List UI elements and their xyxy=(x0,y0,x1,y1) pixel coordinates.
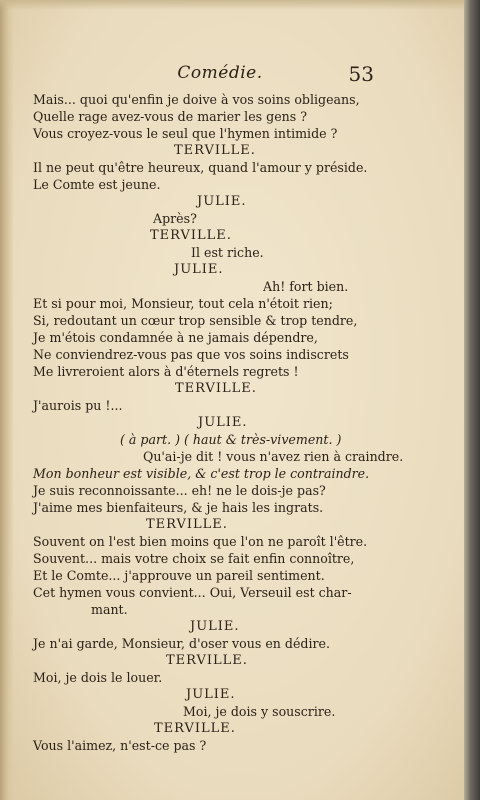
verse-line: Souvent on l'est bien moins que l'on ne paroît l'être. xyxy=(33,534,368,549)
verse-line: Mais... quoi qu'enfin je doive à vos soins obligeans, xyxy=(33,92,360,107)
running-header-title: Comédie. xyxy=(177,63,263,83)
verse-line: Je suis reconnoissante... eh! ne le dois-je pas? xyxy=(33,483,326,498)
verse-line: Ne conviendrez-vous pas que vos soins indiscrets xyxy=(33,347,349,362)
speaker-name: JULIE. xyxy=(190,619,240,634)
verse-line: Et si pour moi, Monsieur, tout cela n'étoit rien; xyxy=(33,296,333,311)
verse-line: Moi, je dois le louer. xyxy=(33,670,163,685)
verse-line: Il ne peut qu'être heureux, quand l'amour y préside. xyxy=(33,160,368,175)
verse-line: Il est riche. xyxy=(191,245,264,260)
verse-line: Me livreroient alors à d'éternels regrets ! xyxy=(33,364,299,379)
speaker-name: JULIE. xyxy=(186,687,236,702)
stage-direction: ( à part. ) ( haut & très-vivement. ) xyxy=(120,432,342,447)
verse-line: Et le Comte... j'approuve un pareil sentiment. xyxy=(33,568,325,583)
verse-line: Je m'étois condamnée à ne jamais dépendre, xyxy=(33,330,318,345)
verse-line: Après? xyxy=(153,211,197,226)
verse-line: J'aurois pu !... xyxy=(33,398,123,413)
page-number: 53 xyxy=(348,62,374,86)
verse-line: Qu'ai-je dit ! vous n'avez rien à craindre. xyxy=(143,449,404,464)
speaker-name: JULIE. xyxy=(174,262,224,277)
speaker-name: JULIE. xyxy=(197,194,247,209)
verse-line: Quelle rage avez-vous de marier les gens ? xyxy=(33,109,307,124)
verse-line: Cet hymen vous convient... Oui, Verseuil est char- xyxy=(33,585,352,600)
speaker-name: TERVILLE. xyxy=(175,381,257,396)
speaker-name: JULIE. xyxy=(198,415,248,430)
page-right-edge xyxy=(464,0,480,800)
verse-line: Moi, je dois y souscrire. xyxy=(183,704,336,719)
speaker-name: TERVILLE. xyxy=(150,228,232,243)
verse-line: mant. xyxy=(91,602,128,617)
page-gutter-shadow xyxy=(0,0,14,800)
speaker-name: TERVILLE. xyxy=(166,653,248,668)
verse-line: J'aime mes bienfaiteurs, & je hais les ingrats. xyxy=(33,500,324,515)
speaker-name: TERVILLE. xyxy=(154,721,236,736)
speaker-name: TERVILLE. xyxy=(146,517,228,532)
verse-line: Mon bonheur est visible, & c'est trop le contraindre. xyxy=(33,466,370,481)
verse-line: Vous croyez-vous le seul que l'hymen intimide ? xyxy=(33,126,338,141)
verse-line: Vous l'aimez, n'est-ce pas ? xyxy=(33,738,207,753)
verse-line: Si, redoutant un cœur trop sensible & trop tendre, xyxy=(33,313,358,328)
verse-line: Souvent... mais votre choix se fait enfin connoître, xyxy=(33,551,355,566)
verse-line: Le Comte est jeune. xyxy=(33,177,161,192)
verse-line: Je n'ai garde, Monsieur, d'oser vous en dédire. xyxy=(33,636,330,651)
page-top-edge xyxy=(0,0,480,10)
speaker-name: TERVILLE. xyxy=(174,143,256,158)
verse-line: Ah! fort bien. xyxy=(263,279,349,294)
